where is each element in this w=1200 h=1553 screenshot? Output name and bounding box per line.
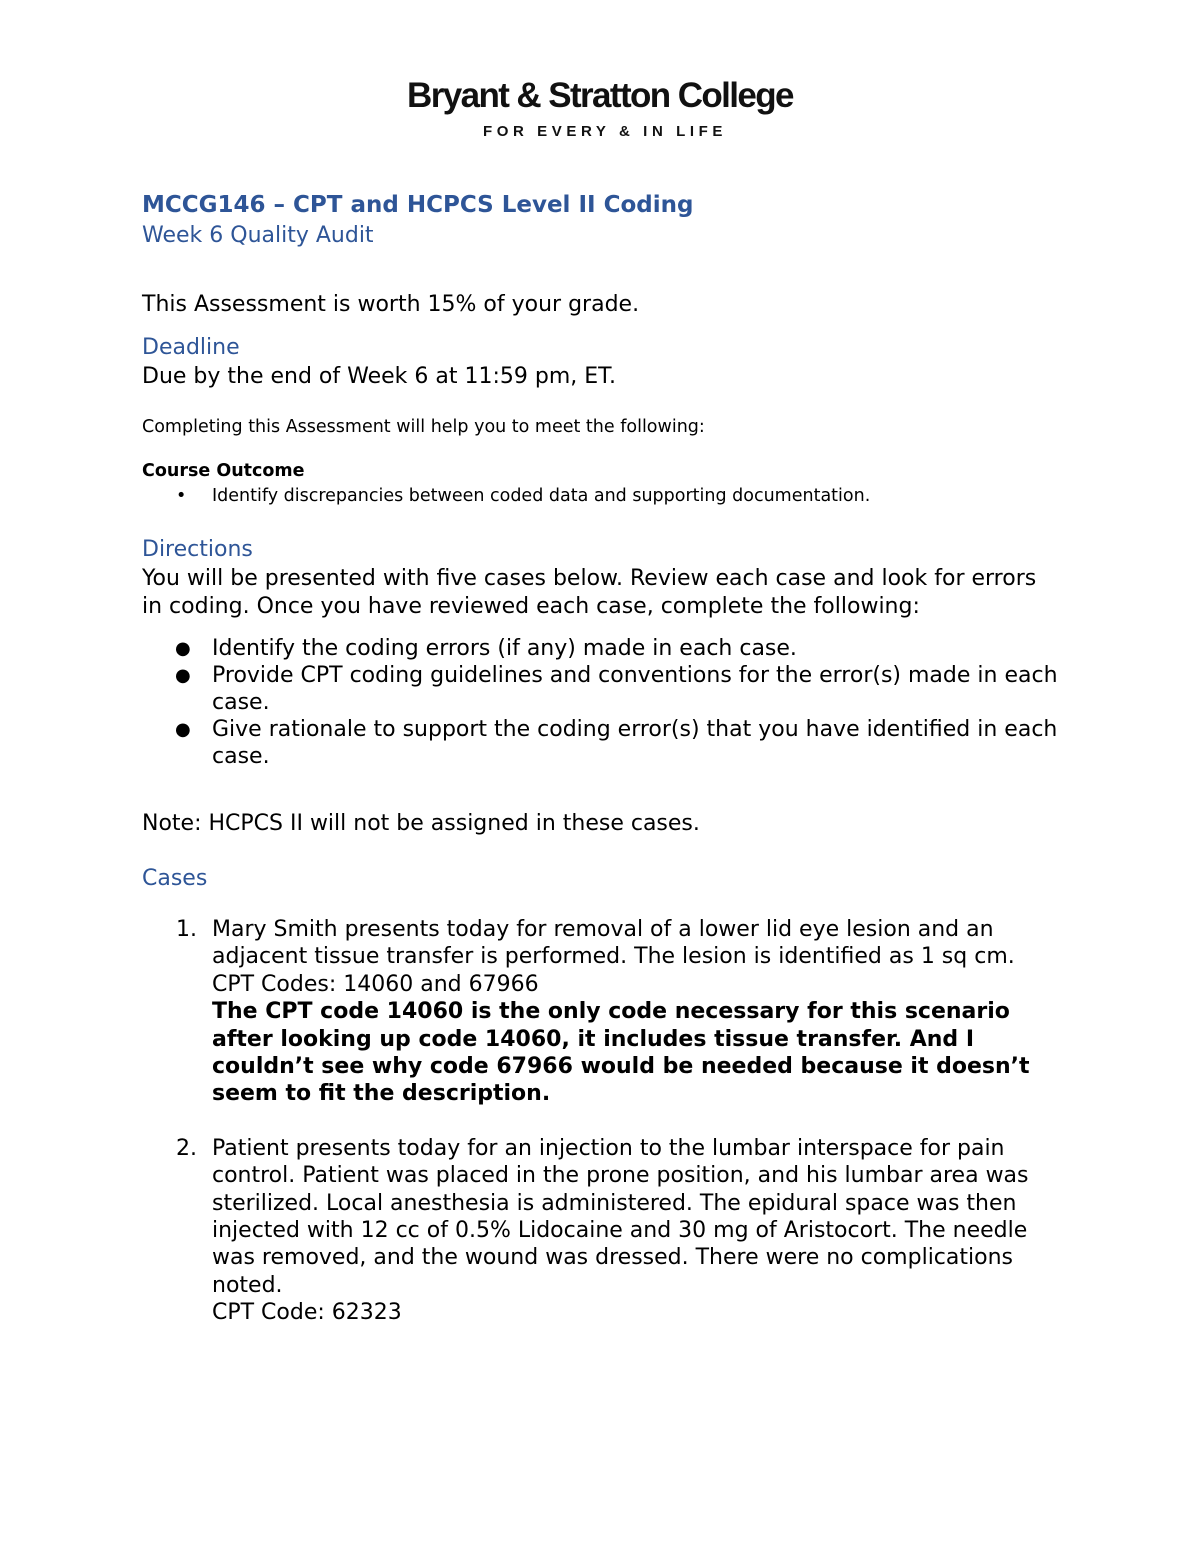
direction-text: Give rationale to support the coding error(s) that you have identified in each case. <box>212 717 1058 769</box>
cases-heading: Cases <box>142 866 208 891</box>
directions-heading: Directions <box>142 537 253 562</box>
cases-list <box>142 916 1062 1327</box>
grade-weight-text: This Assessment is worth 15% of your grade. <box>142 292 640 317</box>
course-outcome-list <box>142 483 1062 509</box>
direction-text: Provide CPT coding guidelines and conventions for the error(s) made in each case. <box>212 663 1058 715</box>
deadline-text: Due by the end of Week 6 at 11:59 pm, ET. <box>142 364 616 389</box>
completing-text: Completing this Assessment will help you to meet the following: <box>142 417 705 437</box>
case-number: 1. <box>176 917 197 942</box>
case-codes: CPT Codes: 14060 and 67966 <box>212 971 539 997</box>
list-item <box>142 483 1062 509</box>
directions-text: You will be presented with five cases below. Review each case and look for errors in coding. Once you have reviewed each case, complete the following: <box>142 566 1037 619</box>
course-outcome-heading: Course Outcome <box>142 461 305 481</box>
directions-list <box>142 635 1062 770</box>
note-text: Note: HCPCS II will not be assigned in these cases. <box>142 811 700 836</box>
direction-text: Identify the coding errors (if any) made in each case. <box>212 636 797 661</box>
list-item <box>142 635 1062 662</box>
case-item <box>142 1135 1062 1327</box>
college-tagline: FOR EVERY & IN LIFE <box>482 123 728 140</box>
college-name: Bryant & Stratton College <box>407 76 793 115</box>
case-text: Patient presents today for an injection to the lumbar interspace for pain control. Patient was placed in the prone position, and his lumbar area was sterilized. Local anesthesia is administered. The epidural space was then injected with 12 cc of 0.5% Lidocaine and 30 mg of Aristocort. The needle was removed, and the wound was dressed. There were no complications noted. <box>212 1135 1029 1298</box>
bullet-icon: • <box>176 486 187 506</box>
bullet-icon: ● <box>175 719 191 740</box>
case-codes: CPT Code: 62323 <box>212 1300 402 1326</box>
list-item <box>142 716 1062 770</box>
deadline-heading: Deadline <box>142 335 240 360</box>
bullet-icon: ● <box>175 665 191 686</box>
case-number: 2. <box>176 1135 197 1161</box>
outcome-text: Identify discrepancies between coded data and supporting documentation. <box>212 486 871 506</box>
case-answer: The CPT code 14060 is the only code necessary for this scenario after looking up code 14060, it includes tissue transfer. And I couldn’t see why code 67966 would be needed because it doesn’t seem to fit the description. <box>212 999 1030 1107</box>
bullet-icon: ● <box>175 638 191 659</box>
course-title: MCCG146 – CPT and HCPCS Level II Coding <box>142 192 694 218</box>
case-item <box>142 916 1062 1108</box>
document-body <box>142 189 1062 1327</box>
college-logo <box>0 74 1200 140</box>
list-item <box>142 662 1062 716</box>
assessment-subtitle: Week 6 Quality Audit <box>142 223 374 248</box>
case-text: Mary Smith presents today for removal of a lower lid eye lesion and an adjacent tissue transfer is performed. The lesion is identified as 1 sq cm. <box>212 917 1015 970</box>
